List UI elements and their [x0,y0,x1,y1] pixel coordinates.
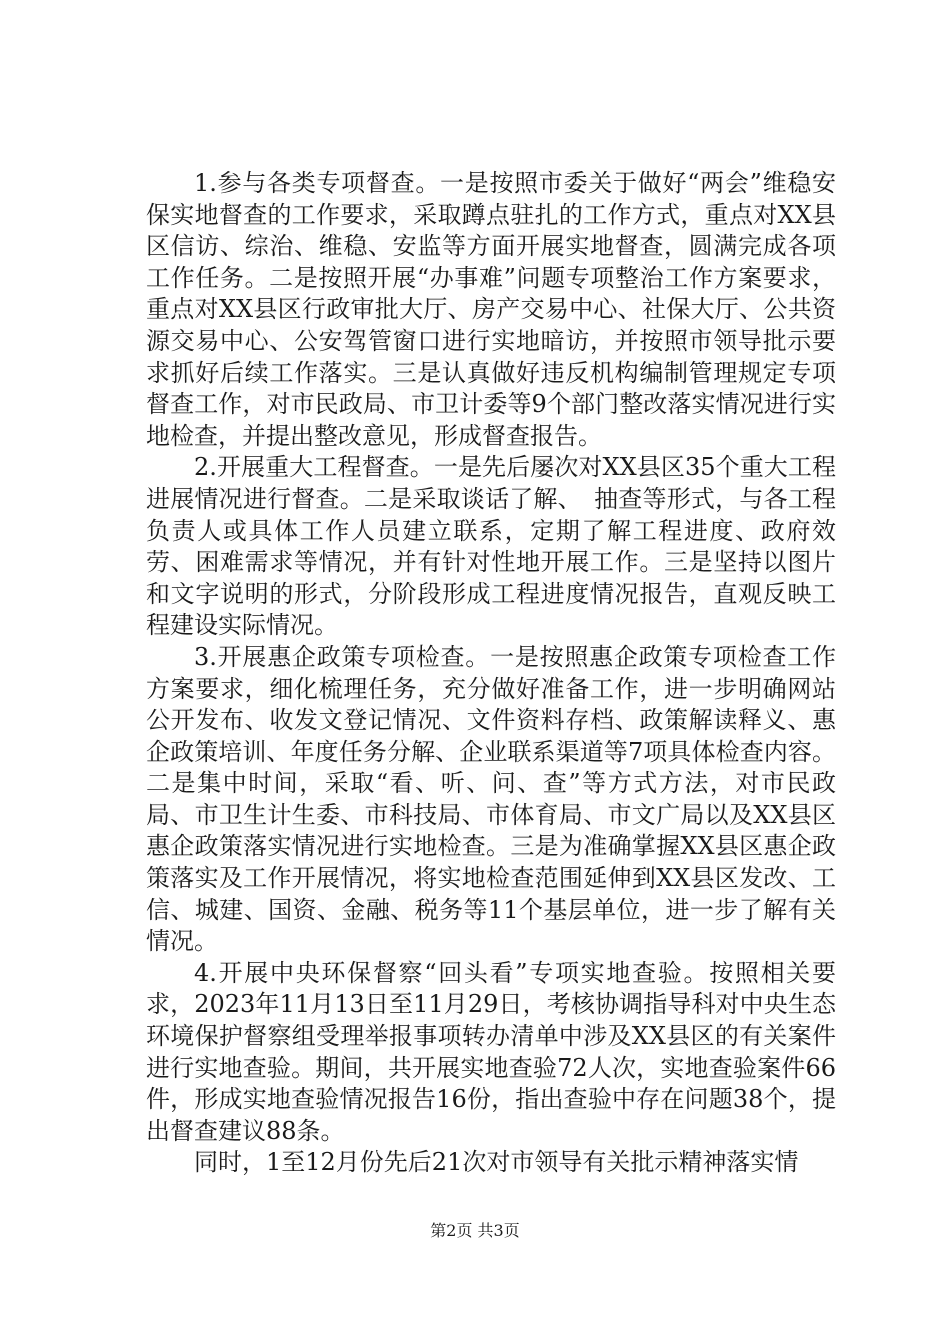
paragraph-1-special-inspections: 1.参与各类专项督查。一是按照市委关于做好“两会”维稳安保实地督查的工作要求，采取蹲点驻扎的工作方式，重点对XX县区信访、综治、维稳、安监等方面开展实地督查，圆满完成各项工作任务。二是按照开展“办事难”问题专项整治工作方案要求，重点对XX县区行政审批大厅、房产交易中心、社保大厅、公共资源交易中心、公安驾管窗口进行实地暗访，并按照市领导批示要求抓好后续工作落实。三是认真做好违反机构编制管理规定专项督查工作，对市民政局、市卫计委等9个部门整改落实情况进行实地检查，并提出整改意见，形成督查报告。 [146,169,836,450]
paragraph-2-major-projects: 2.开展重大工程督查。一是先后屡次对XX县区35个重大工程进展情况进行督查。二是采取谈话了解、 抽查等形式，与各工程负责人或具体工作人员建立联系，定期了解工程进度、政府效劳、困难需求等情况，并有针对性地开展工作。三是坚持以图片和文字说明的形式，分阶段形成工程进度情况报告，直观反映工程建设实际情况。 [146,453,836,640]
page-number-footer: 第2页 共3页 [430,1221,520,1240]
document-body [146,168,836,1179]
paragraph-4-environmental-review: 4.开展中央环保督察“回头看”专项实地查验。按照相关要求，2023年11月13日至11月29日，考核协调指导科对中央生态环境保护督察组受理举报事项转办清单中涉及XX县区的有关案件进行实地查验。期间，共开展实地查验72人次，实地查验案件66件，形成实地查验情况报告16份，指出查验中存在问题38个，提出督查建议88条。 [146,958,836,1145]
paragraph-5-continuation: 同时，1至12月份先后21次对市领导有关批示精神落实情 [194,1148,799,1177]
paragraph-3-enterprise-policy: 3.开展惠企政策专项检查。一是按照惠企政策专项检查工作方案要求，细化梳理任务，充分做好准备工作，进一步明确网站公开发布、收发文登记情况、文件资料存档、政策解读释义、惠企政策培训、年度任务分解、企业联系渠道等7项具体检查内容。二是集中时间，采取“看、听、问、查”等方式方法，对市民政局、市卫生计生委、市科技局、市体育局、市文广局以及XX县区惠企政策落实情况进行实地检查。三是为准确掌握XX县区惠企政策落实及工作开展情况，将实地检查范围延伸到XX县区发改、工信、城建、国资、金融、税务等11个基层单位，进一步了解有关情况。 [146,642,836,956]
